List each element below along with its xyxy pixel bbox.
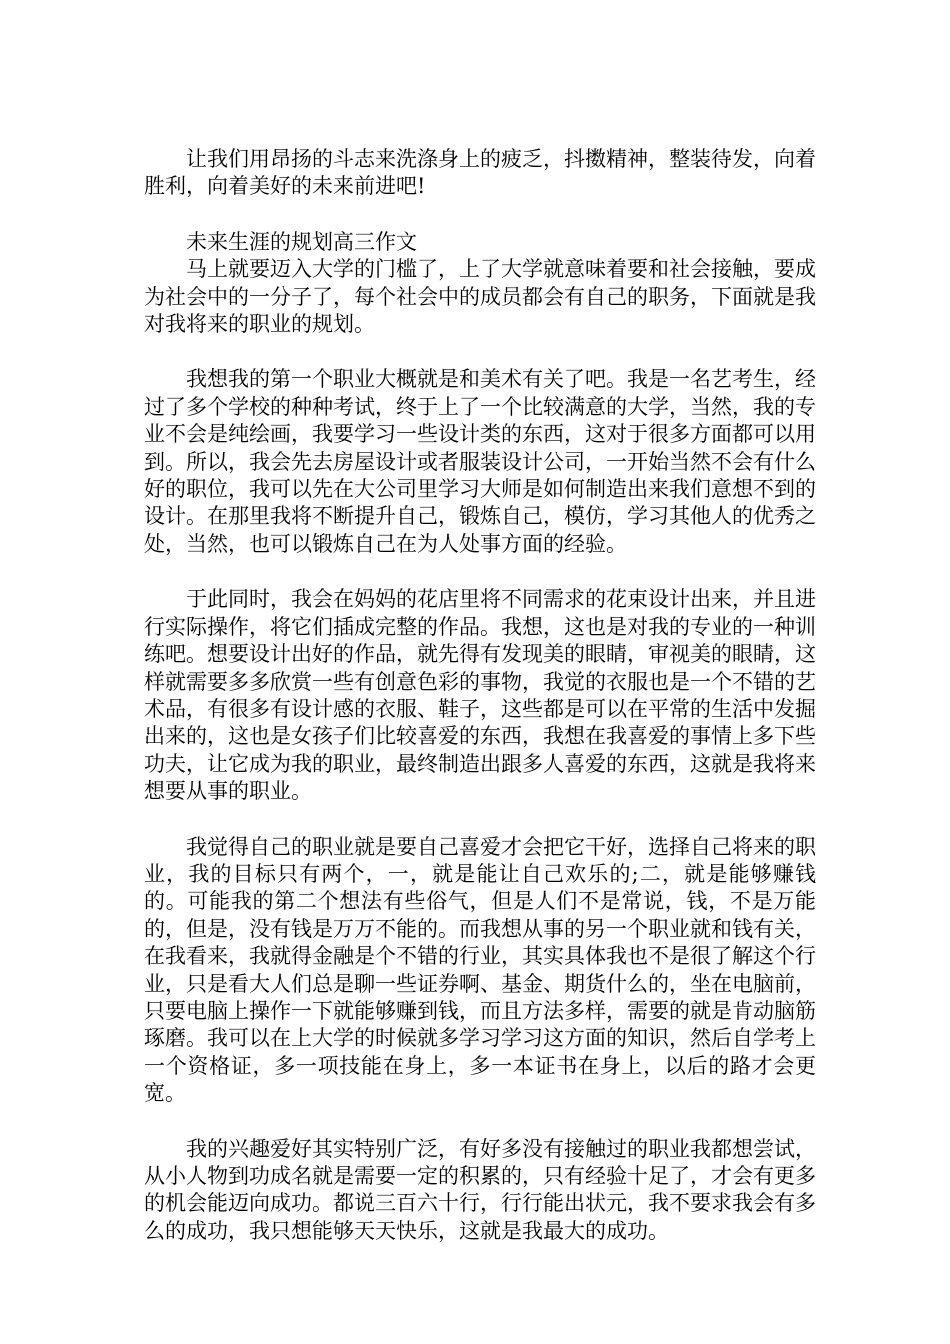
- paragraph-2: 我想我的第一个职业大概就是和美术有关了吧。我是一名艺考生，经过了多个学校的种种考试，终于上了一个比较满意的大学，当然，我的专业不会是纯绘画，我要学习一些设计类的东西，这对于很多方面都可以用到。所以，我会先去房屋设计或者服装设计公司，一开始当然不会有什么好的职位，我可以先在大公司里学习大师是如何制造出来我们意想不到的设计。在那里我将不断提升自己，锻炼自己，模仿，学习其他人的优秀之处，当然，也可以锻炼自己在为人处事方面的经验。: [144, 367, 816, 556]
- paragraph-1: 马上就要迈入大学的门槛了，上了大学就意味着要和社会接触，要成为社会中的一分子了，每个社会中的成员都会有自己的职务，下面就是我对我将来的职业的规划。: [144, 257, 816, 337]
- essay-title: 未来生涯的规划高三作文: [186, 229, 417, 254]
- paragraph-4: 我觉得自己的职业就是要自己喜爱才会把它干好，选择自己将来的职业，我的目标只有两个，一，就是能让自己欢乐的;二，就是能够赚钱的。可能我的第二个想法有些俗气，但是人们不是常说，钱，不是万能的，但是，没有钱是万万不能的。而我想从事的另一个职业就和钱有关，在我看来，我就得金融是个不错的行业，其实具体我也不是很了解这个行业，只是看大人们总是聊一些证券啊、基金、期货什么的，坐在电脑前，只要电脑上操作一下就能够赚到钱，而且方法多样，需要的就是肯动脑筋琢磨。我可以在上大学的时候就多学习学习这方面的知识，然后自学考上一个资格证，多一项技能在身上，多一本证书在身上，以后的路才会更宽。: [144, 834, 816, 1106]
- paragraph-5: 我的兴趣爱好其实特别广泛，有好多没有接触过的职业我都想尝试，从小人物到功成名就是需要一定的积累的，只有经验十足了，才会有更多的机会能迈向成功。都说三百六十行，行行能出状元，我不要求我会有多么的成功，我只想能够天天快乐，这就是我最大的成功。: [144, 1136, 816, 1243]
- paragraph-3: 于此同时，我会在妈妈的花店里将不同需求的花束设计出来，并且进行实际操作，将它们插成完整的作品。我想，这也是对我的专业的一种训练吧。想要设计出好的作品，就先得有发现美的眼睛，审视美的眼睛，这样就需要多多欣赏一些有创意色彩的事物，我觉的衣服也是一个不错的艺术品，有很多有设计感的衣服、鞋子，这些都是可以在平常的生活中发掘出来的，这也是女孩子们比较喜爱的东西，我想在我喜爱的事情上多下些功夫，让它成为我的职业，最终制造出跟多人喜爱的东西，这就是我将来想要从事的职业。: [144, 587, 816, 804]
- document-page: [144, 146, 816, 1245]
- intro-paragraph: 让我们用昂扬的斗志来洗涤身上的疲乏，抖擞精神，整装待发，向着胜利，向着美好的未来前进吧!: [144, 147, 816, 199]
